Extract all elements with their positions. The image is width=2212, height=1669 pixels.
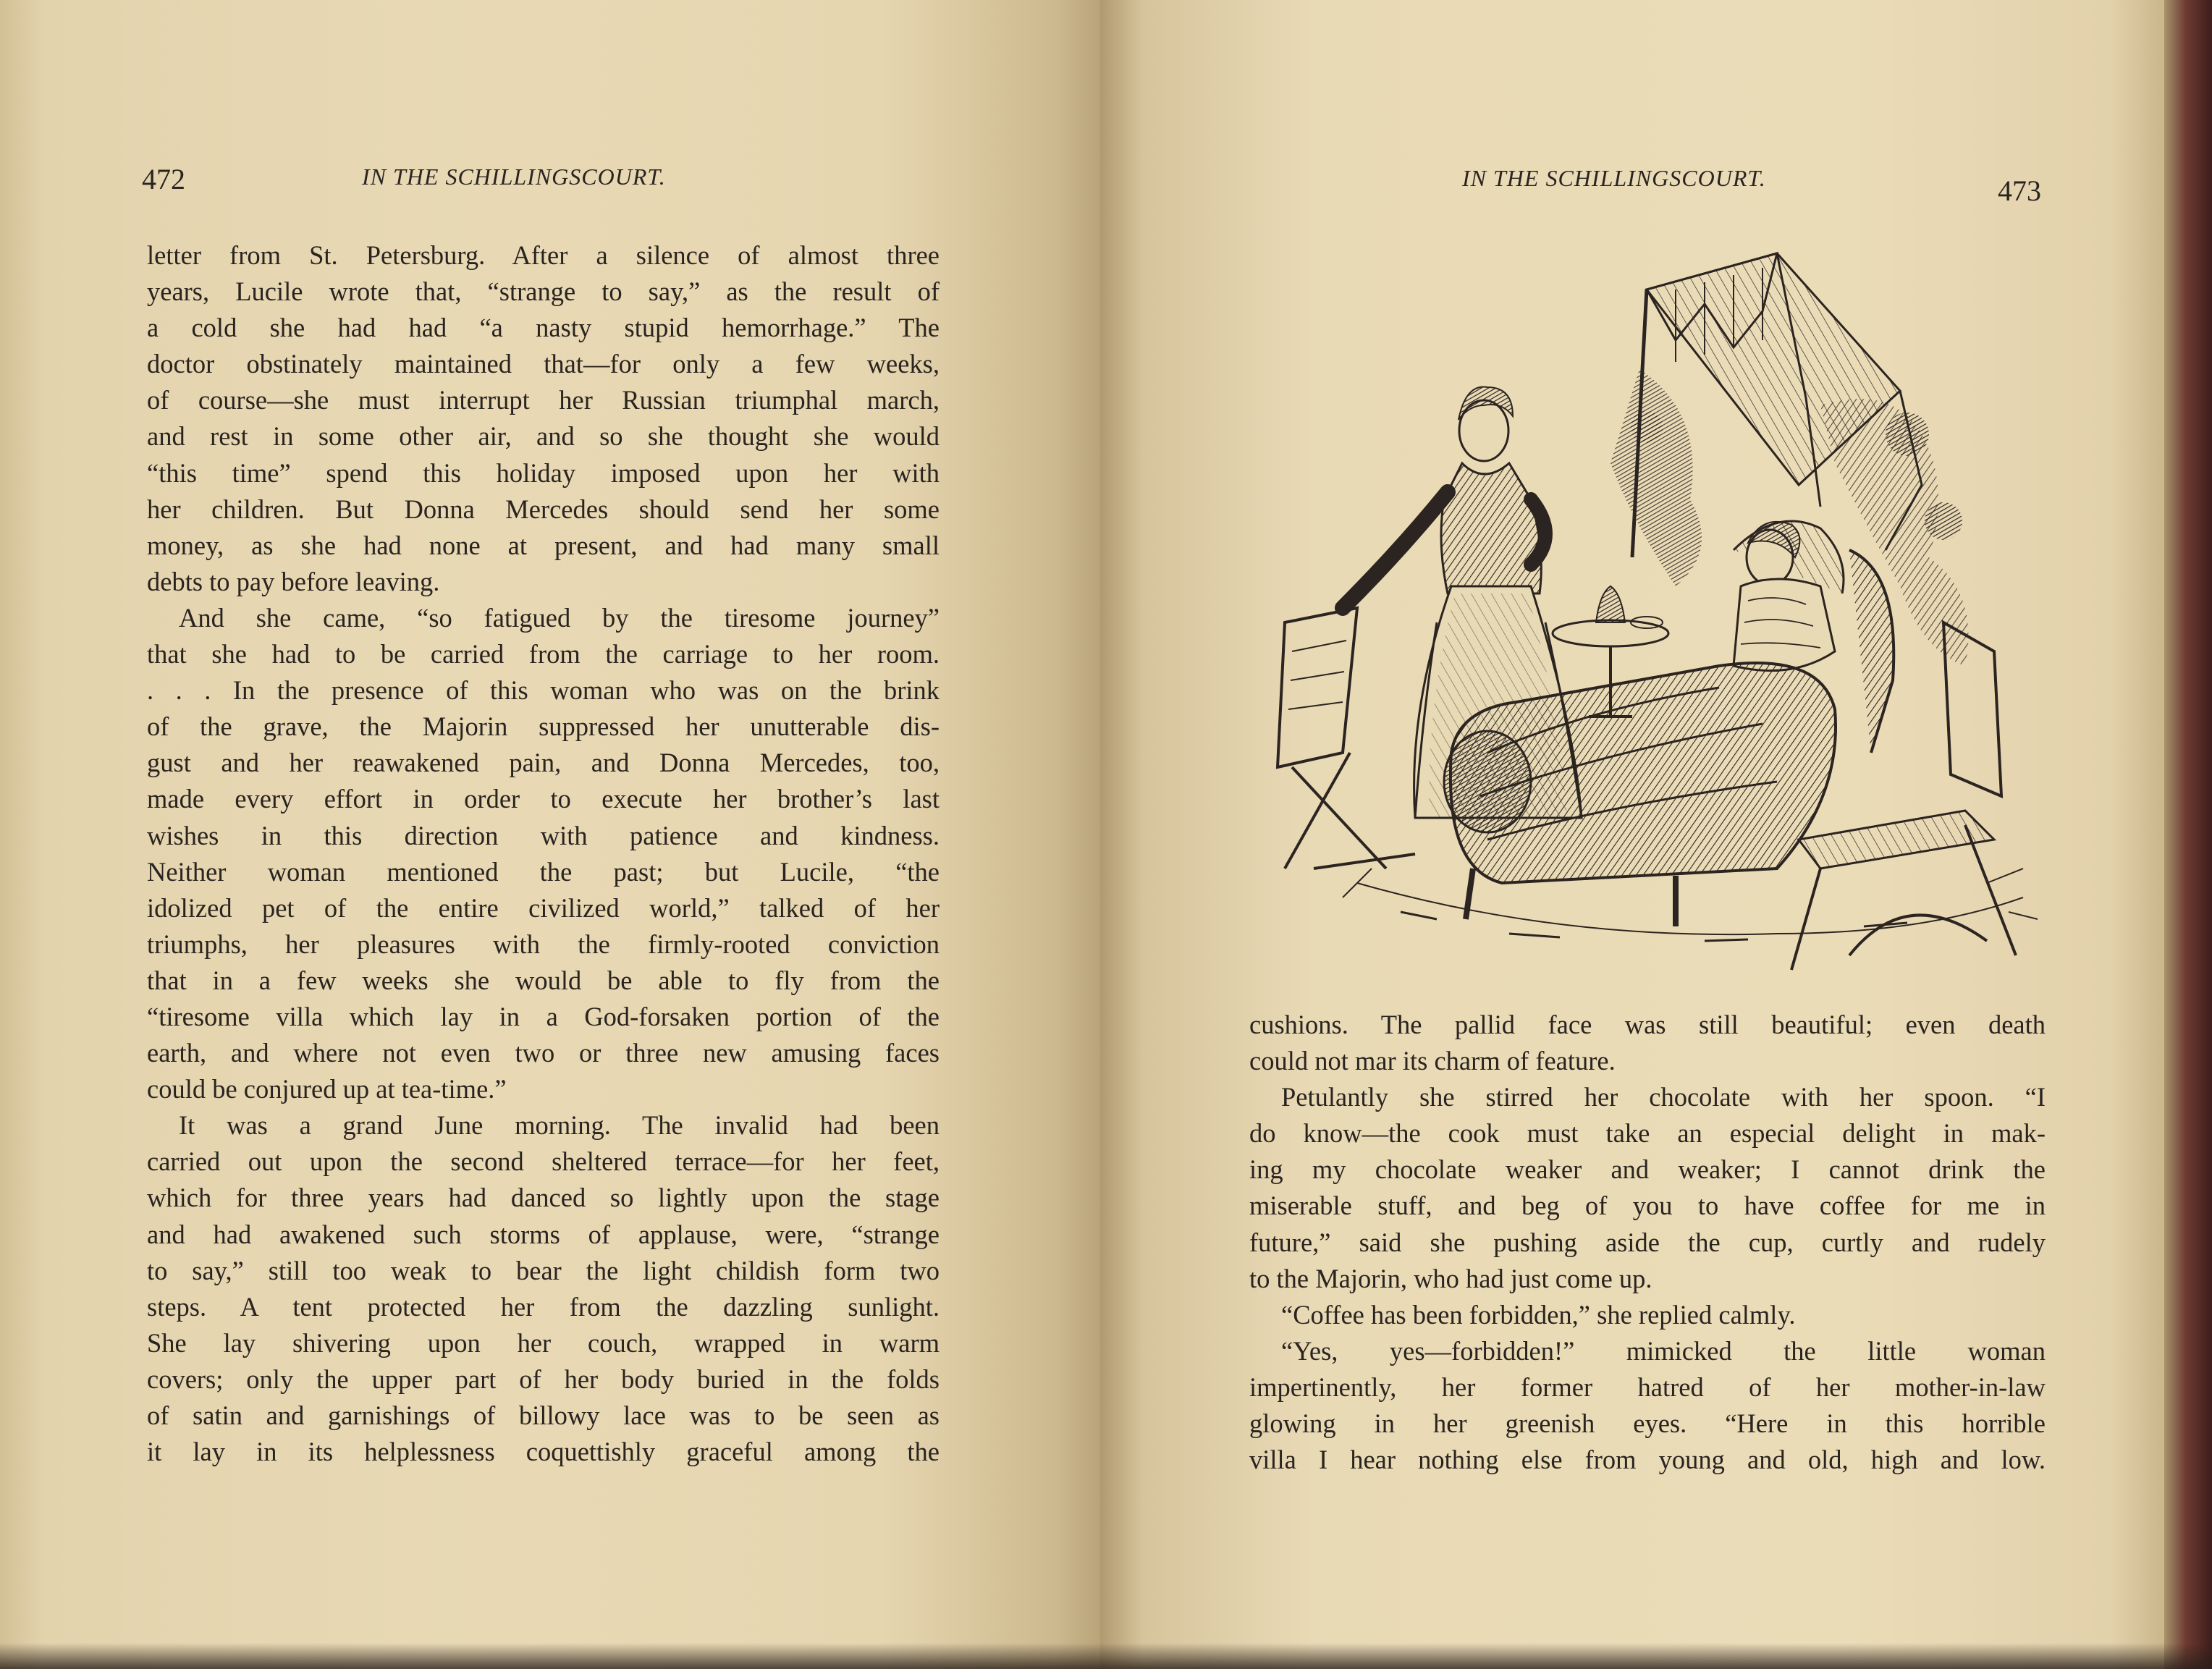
text-line: covers; only the upper part of her body buried in the folds (147, 1364, 940, 1394)
text-line: and had awakened such storms of applause, were, “strange (147, 1219, 940, 1249)
text-line: that she had to be carried from the carriage to her room. (147, 639, 940, 669)
text-line: years, Lucile wrote that, “strange to say,” as the result of (147, 276, 940, 307)
text-line: impertinently, her former hatred of her mother-in-law (1249, 1372, 2046, 1402)
text-line: made every effort in order to execute her brother’s last (147, 784, 940, 814)
text-line: money, as she had none at present, and had many small (147, 530, 940, 560)
text-line: wishes in this direction with patience and kindness. (147, 820, 940, 850)
text-line: It was a grand June morning. The invalid had been (179, 1110, 940, 1141)
text-line: could not mar its charm of feature. (1249, 1046, 1616, 1076)
text-line: of satin and garnishings of billowy lace was to be seen as (147, 1400, 940, 1430)
text-line: ing my chocolate weaker and weaker; I cannot drink the (1249, 1154, 2046, 1185)
text-line: “Coffee has been forbidden,” she replied calmly. (1281, 1299, 1796, 1330)
text-line: glowing in her greenish eyes. “Here in this horrible (1249, 1408, 2046, 1439)
ground-shading (1343, 869, 2038, 941)
text-line: steps. A tent protected her from the dazzling sunlight. (147, 1291, 940, 1322)
text-line: earth, and where not even two or three new amusing faces (147, 1038, 940, 1068)
left-body-text (147, 237, 940, 1470)
text-line: of course—she must interrupt her Russian triumphal march, (147, 385, 940, 415)
page-number-left: 472 (142, 163, 185, 195)
text-line: letter from St. Petersburg. After a silence of almost three (147, 240, 940, 270)
text-line: She lay shivering upon her couch, wrapped in warm (147, 1327, 940, 1358)
text-line: her children. But Donna Mercedes should send her some (147, 494, 940, 524)
text-line: carried out upon the second sheltered terrace—for her feet, (147, 1146, 940, 1177)
text-line: debts to pay before leaving. (147, 566, 440, 596)
folding-chair-left (1278, 608, 1415, 869)
folding-chair-right (1791, 622, 2016, 970)
text-line: And she came, “so fatigued by the tiresome journey” (179, 602, 940, 633)
text-line: “tiresome villa which lay in a God-forsaken portion of the (147, 1001, 940, 1031)
text-line: villa I hear nothing else from young and old, high and low. (1249, 1445, 2046, 1475)
running-head-left: IN THE SCHILLINGSCOURT. (362, 164, 666, 190)
engraving-illustration (1270, 246, 2045, 984)
text-line: do know—the cook must take an especial delight in mak- (1249, 1118, 2046, 1149)
bottom-shadow (0, 1643, 2212, 1669)
text-line: Petulantly she stirred her chocolate with her spoon. “I (1281, 1082, 2046, 1112)
left-page (0, 0, 1100, 1669)
text-line: doctor obstinately maintained that—for only a few weeks, (147, 349, 940, 379)
right-body-text (1249, 1007, 2046, 1478)
text-line: . . . In the presence of this woman who was on the brink (147, 675, 940, 706)
text-line: miserable stuff, and beg of you to have coffee for me in (1249, 1191, 2046, 1221)
text-line: to say,” still too weak to bear the light childish form two (147, 1255, 940, 1285)
text-line: future,” said she pushing aside the cup, curtly and rudely (1249, 1227, 2046, 1257)
page-number-right: 473 (1998, 174, 2041, 207)
text-line: Neither woman mentioned the past; but Lucile, “the (147, 856, 940, 887)
book-cover-edge (2164, 0, 2212, 1669)
text-line: a cold she had had “a nasty stupid hemorrhage.” The (147, 313, 940, 343)
text-line: triumphs, her pleasures with the firmly-rooted conviction (147, 929, 940, 959)
text-line: “this time” spend this holiday imposed upon her with (147, 457, 940, 488)
text-line: that in a few weeks she would be able to fly from the (147, 965, 940, 995)
text-line: cushions. The pallid face was still beautiful; even death (1249, 1010, 2046, 1039)
text-line: to the Majorin, who had just come up. (1249, 1263, 1652, 1293)
running-head-right: IN THE SCHILLINGSCOURT. (1462, 165, 1766, 191)
text-line: which for three years had danced so lightly upon the stage (147, 1183, 940, 1213)
text-line: idolized pet of the entire civilized world,” talked of her (147, 892, 940, 923)
text-line: of the grave, the Majorin suppressed her unutterable dis- (147, 711, 940, 742)
text-line: “Yes, yes—forbidden!” mimicked the little woman (1281, 1335, 2046, 1366)
text-line: it lay in its helplessness coquettishly graceful among the (147, 1437, 940, 1467)
text-line: gust and her reawakened pain, and Donna Mercedes, too, (147, 748, 940, 778)
text-line: could be conjured up at tea-time.” (147, 1074, 507, 1104)
text-line: and rest in some other air, and so she thought she would (147, 421, 940, 452)
